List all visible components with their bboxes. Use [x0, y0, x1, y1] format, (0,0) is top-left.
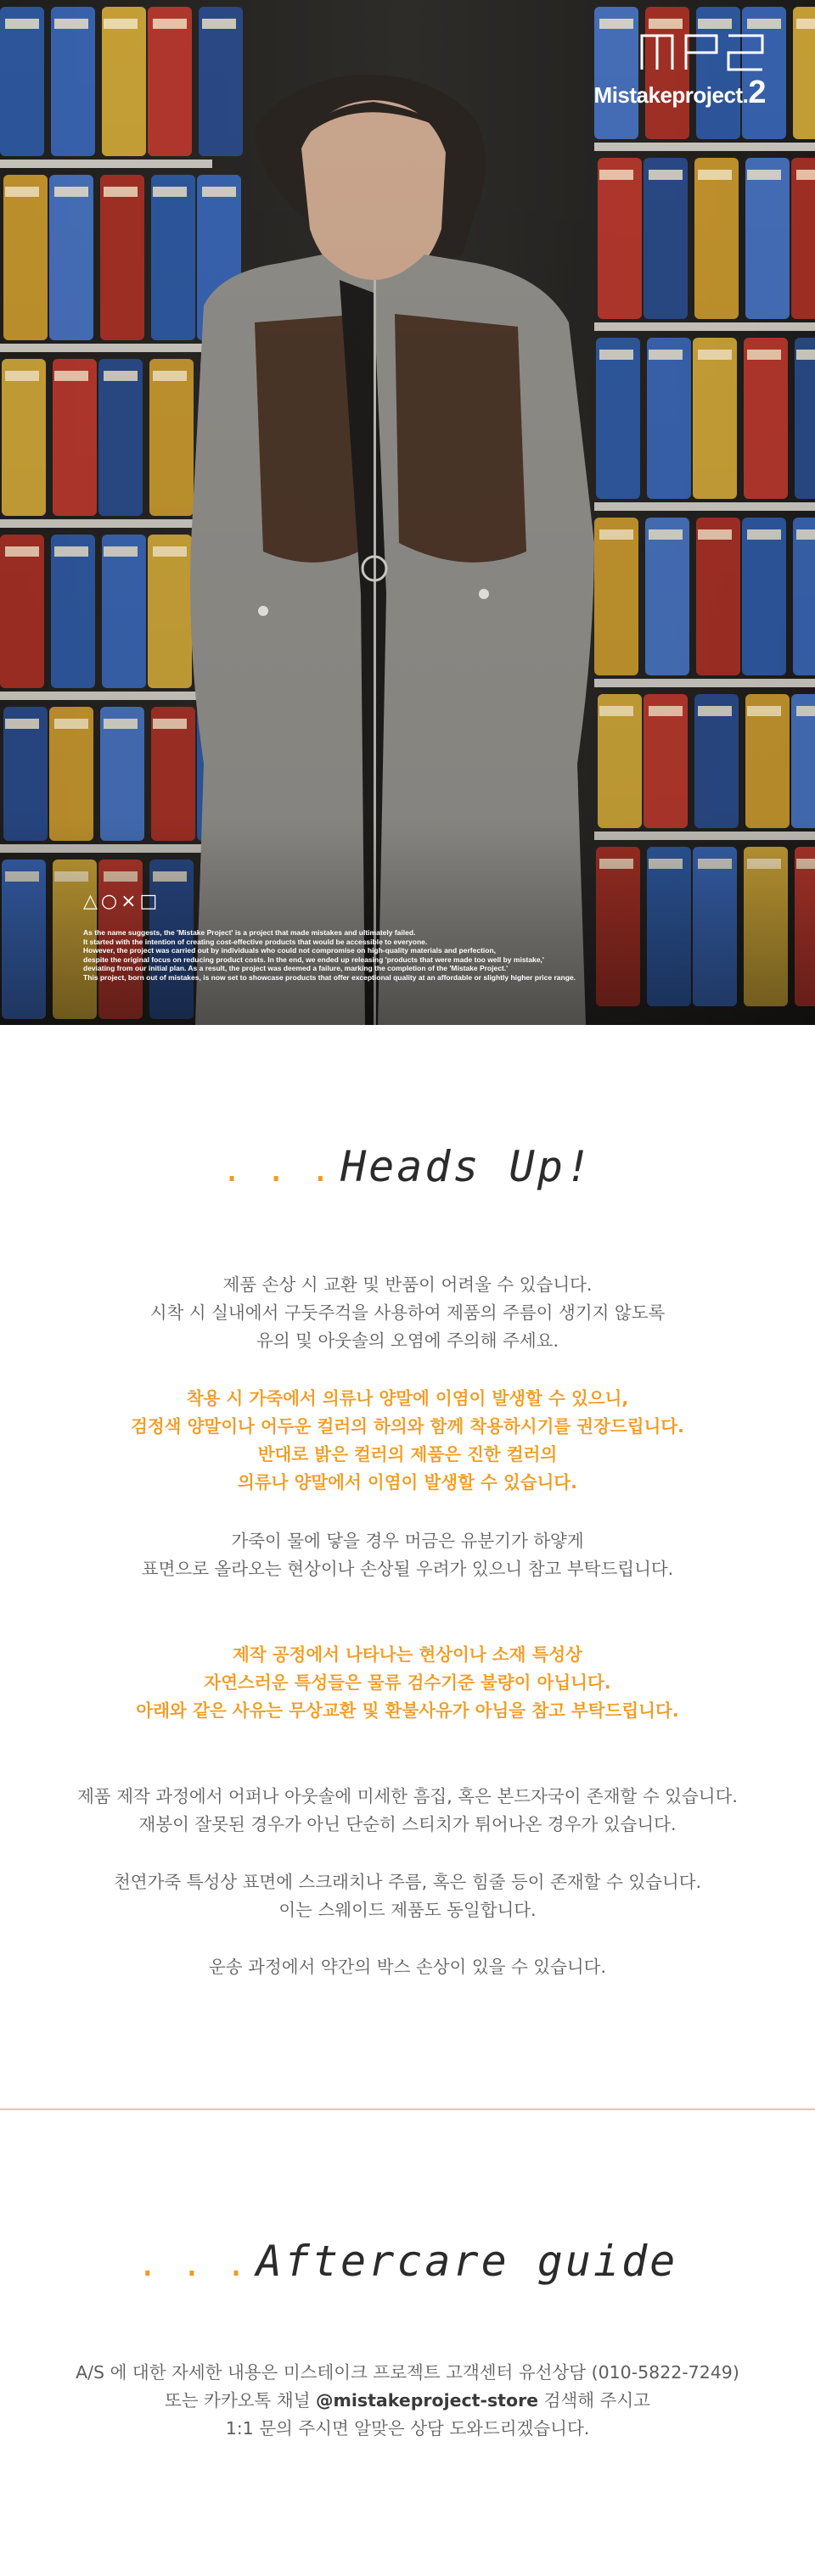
hero-banner — [0, 0, 815, 1025]
aftercare-line: A/S 에 대한 자세한 내용은 미스테이크 프로젝트 고객센터 유선상담 (010-5822-7249) — [76, 2362, 739, 2383]
mp2-logo-mark-icon — [638, 32, 766, 71]
notice-damage: 제품 손상 시 교환 및 반품이 어려울 수 있습니다. 시착 시 실내에서 구둣주걱을 사용하여 제품의 주름이 생기지 않도록 유의 및 아웃솔의 오염에 주의해 주세요. — [149, 1274, 666, 1351]
story-line: despite the original focus on reducing product costs. In the end, we ended up releasing 'products that were made too well by mistake,' — [83, 955, 544, 964]
hero-photo — [0, 0, 815, 1025]
kakao-channel-handle: @mistakeproject-store — [316, 2390, 539, 2411]
notice-dye-transfer: 착용 시 가죽에서 의류나 양말에 이염이 발생할 수 있으니, 검정색 양말이나 어두운 컬러의 하의와 함께 착용하시기를 권장드립니다. 반대로 밝은 컬러의 제품은 진한 컬러의 의류나 양말에서 이염이 발생할 수 있습니다. — [131, 1388, 684, 1492]
story-line: deviating from our initial plan. As a result, the project was deemed a failure, marking the completion of the 'Mistake Project.' — [83, 964, 509, 973]
notice-stitching: 제품 제작 과정에서 어퍼나 아웃솔에 미세한 흠집, 혹은 본드자국이 존재할 수 있습니다. 재봉이 잘못된 경우가 아닌 단순히 스티치가 튀어나온 경우가 있습니다. — [77, 1786, 738, 1834]
section-divider — [0, 2108, 815, 2110]
brand-story — [83, 928, 677, 983]
aftercare-info — [0, 2359, 815, 2443]
story-line: It started with the intention of creating cost-effective products that would be accessible to everyone. — [83, 937, 428, 946]
notice-natural-leather: 천연가죽 특성상 표면에 스크래치나 주름, 혹은 힘줄 등이 존재할 수 있습니다. 이는 스웨이드 제품도 동일합니다. — [113, 1872, 702, 1920]
notice-not-defect: 제작 공정에서 나타나는 현상이나 소재 특성상 자연스러운 특성들은 물류 검수기준 불량이 아닙니다. 아래와 같은 사유는 무상교환 및 환불사유가 아님을 참고 부탁드립니다. — [136, 1644, 679, 1721]
aftercare-line: 1:1 문의 주시면 알맞은 상담 도와드리겠습니다. — [225, 2418, 590, 2439]
notice-water: 가죽이 물에 닿을 경우 머금은 유분기가 하얗게 표면으로 올라오는 현상이나 손상될 우려가 있으니 참고 부탁드립니다. — [141, 1531, 674, 1579]
heads-up-title — [0, 1142, 815, 1191]
title-word: Heads Up! — [340, 1142, 593, 1191]
story-line: However, the project was carried out by individuals who could not compromise on high-quality materials and perfection, — [83, 946, 497, 955]
title-dots: . . . — [137, 2245, 249, 2284]
aftercare-line: 또는 카카오톡 채널 @mistakeproject-store 검색해 주시고 — [165, 2390, 650, 2411]
brand-wordmark: Mistakeproject.2 — [593, 75, 766, 110]
notice-shipping-box: 운송 과정에서 약간의 박스 손상이 있을 수 있습니다. — [209, 1957, 606, 1977]
story-line: As the name suggests, the 'Mistake Project' is a project that made mistakes and ultimately failed. — [83, 928, 416, 937]
story-line: This project, born out of mistakes, is now set to showcase products that offer exceptional quality at an affordable or slightly higher price range. — [83, 972, 576, 982]
title-dots: . . . — [222, 1151, 333, 1190]
aftercare-title — [0, 2237, 815, 2286]
shape-symbols: △○×□ — [83, 891, 161, 912]
title-word: Aftercare guide — [256, 2237, 678, 2286]
brand-logo — [579, 32, 766, 111]
